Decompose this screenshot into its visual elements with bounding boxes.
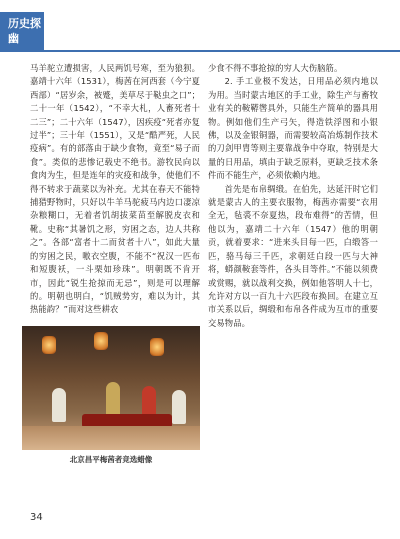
column-title: 历史探幽: [8, 17, 41, 45]
column-title-tag: [0, 12, 44, 50]
wax-figure: [106, 382, 120, 416]
left-column: [30, 62, 200, 327]
right-paragraph-3: 首先是布帛绸缎。在伯先，达延汗时它们就是蒙古人的主要衣服物，梅茜亦需要“衣用全无，毡裘不奈夏热，段布难得”的苦情，但他以为，嘉靖二十六年（1547）他的明朝贡，就着要求：“进来头目每一匹，白缎答一匹，骆马每三千匹，求朝廷白段一匹与大神将，蟒颜鞍套等件，各头目等件。”不能以须费或赏赐，就以战利交换，例如他答明人十七，允许对方以一百九十六匹段布换回。在建立互市关系以后，绸缎和布帛各件成为互市的重要交易物品。: [208, 183, 378, 328]
right-paragraph-2: 2. 手工业极不发达，日用品必须内地以为用。当时蒙古地区的手工业，除生产与畜牧业有关的鞍鞯辔具外，只能生产简单的器具用物。例如他们生产弓矢，得造铁浮图和小银佛，以及金银铜器，而需要较高冶炼制作技术的刀剑甲胄等则主要靠战争中夺取，特别是大量的日用品，填由于缺乏原料，更缺乏技术条件而不能生产，必须依赖内地。: [208, 76, 378, 181]
floor: [22, 426, 200, 450]
lantern-shape: [42, 336, 56, 354]
right-column: [208, 62, 378, 532]
page-number: 34: [30, 512, 43, 523]
photo-caption: 北京昌平梅茜者竞选蜡像: [69, 455, 153, 464]
lantern-shape: [94, 332, 108, 350]
wax-figure: [172, 390, 186, 424]
wax-figure-photo: [22, 326, 200, 450]
left-paragraph-1: 马羊驼立遭损害，人民两饥号寒，至为狼狈。嘉靖十六年（1531），梅茜在河西套（今宁夏西部）“居岁余，被蹙，美草尽于鞑虫之口”；二十一年（1542），“不幸大札，人畜死者十二三”；二十六年（1547），因疾疫“死者亦复过半”；三十年（1551），又是“酷严死，人民疫病”。有的部落由于缺少食物，竟至“易子而食”。类似的悲惨记载史不绝书。游牧民向以食肉为生，但是连年的灾疫和战争，使他们不得不转求于蔬菜以为补充。尤其在春天不能特捕猎野物时，只好以牛羊马驼疲马内边口凄凉杂粮糊口，无着者饥胡拔菜苗至解脱皮衣和靴。史称“其暑饥之形，穷困之态，边人共称之”。各部“富者十二而贫者十八”，如此大量的穷困之民，嗷衣空腹，不能不“祝汉一匹布和短腹袄，一斗栗如珍珠”。明朝既不肯开市，因此“锐生抢掠而无忌”，则是可以理解的。明朝也明白，“饥贼势穷，难以为计，其热能韵？”而对这些耕农: [30, 63, 200, 315]
right-paragraph-1: 少食不得不事抢掠的穷人大伤脑筋。: [208, 63, 343, 73]
lantern-shape: [150, 338, 164, 356]
wax-figure: [52, 388, 66, 422]
header-rule: [0, 50, 400, 52]
